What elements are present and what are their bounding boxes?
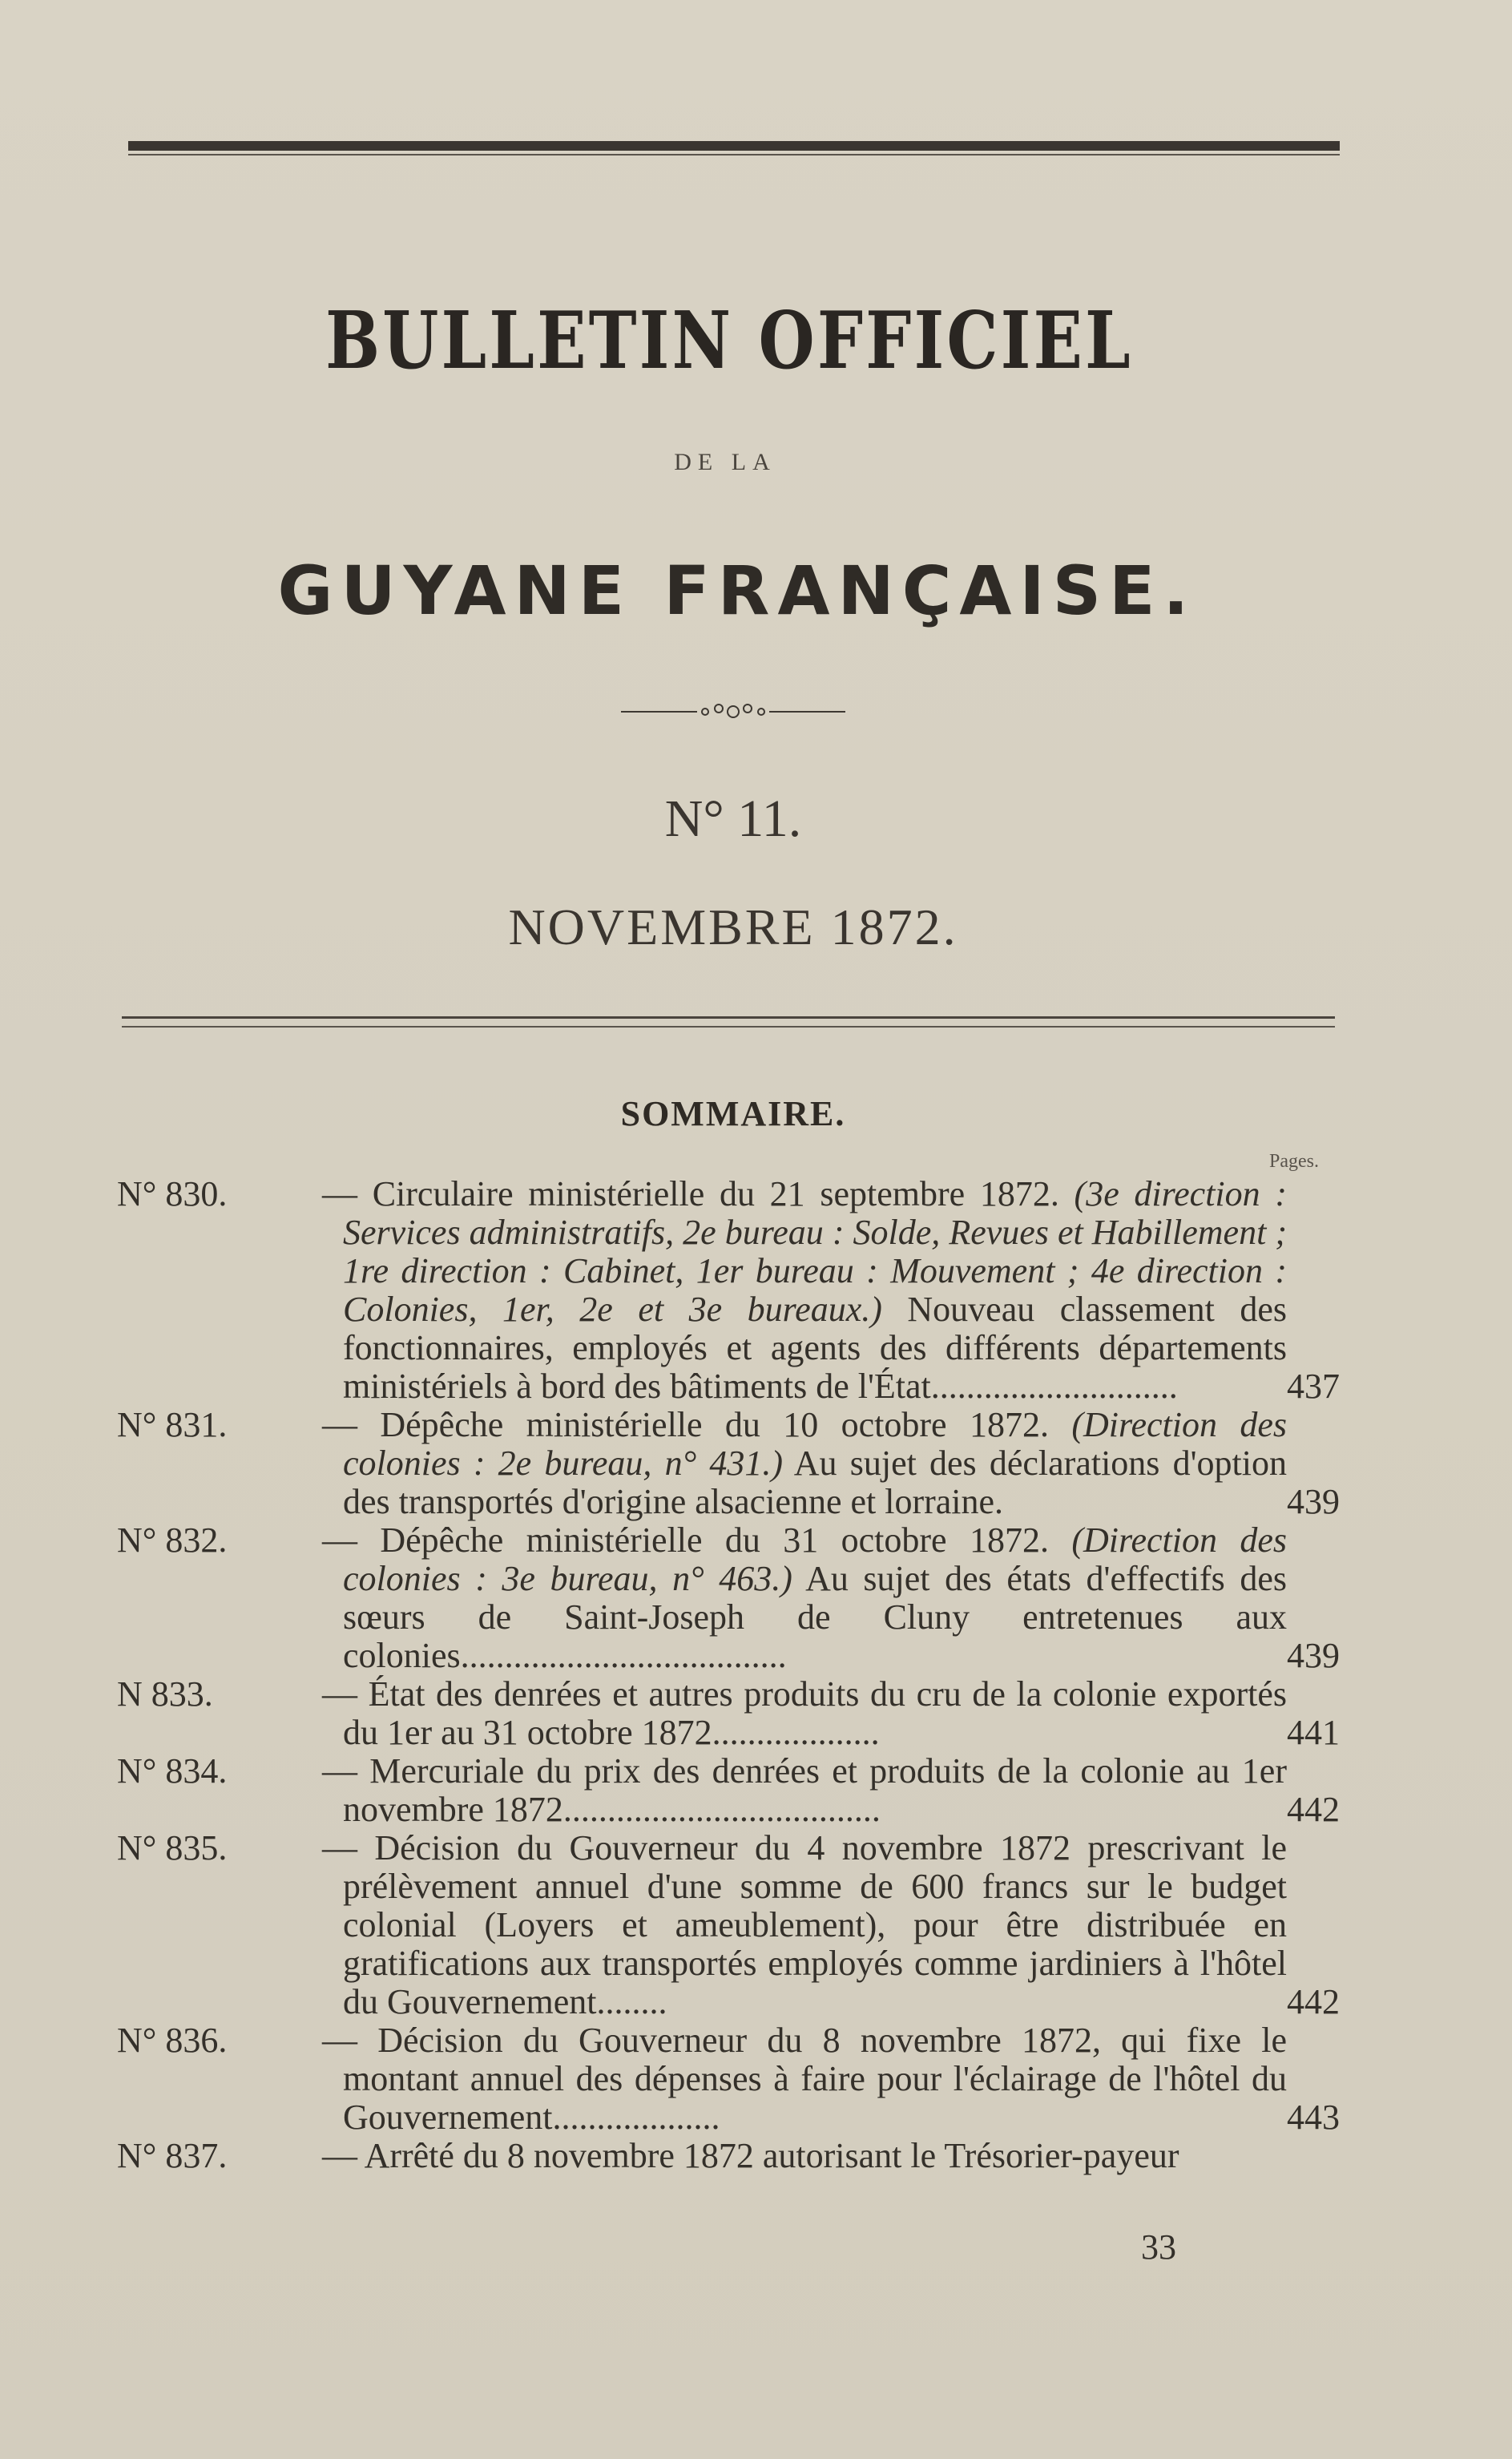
entry-text-rest: Au sujet des états d'effectifs des sœurs de Saint-Joseph de Cluny entretenues aux colonies..................................... — [343, 1559, 1287, 1675]
entry-reference: (Direction des colonies : 2e bureau, n° 431.) — [343, 1405, 1287, 1483]
bulletin-title: BULLETIN OFFICIEL — [325, 295, 1133, 387]
ornament-divider-icon — [621, 696, 845, 728]
entry-page: 437 — [1287, 1367, 1340, 1406]
toc-entry-837 — [117, 2137, 1351, 2175]
entry-text-rest: Au sujet des déclarations d'option des transportés d'origine alsacienne et lorraine. — [343, 1444, 1287, 1521]
entry-page: 442 — [1287, 1982, 1340, 2021]
toc-entry-834 — [117, 1752, 1351, 1829]
entry-page: 443 — [1287, 2098, 1340, 2137]
toc-list — [117, 1175, 1351, 2175]
middle-rule-thin — [122, 1026, 1335, 1028]
entry-page: 439 — [1287, 1482, 1340, 1521]
issue-number: N° 11. — [664, 789, 802, 848]
page-number: 33 — [1141, 2227, 1176, 2267]
entry-text: — Arrêté du 8 novembre 1872 autorisant le Trésorier-payeur — [322, 2136, 1179, 2175]
entry-number: N° 836. — [117, 2021, 228, 2060]
toc-entry-836 — [117, 2021, 1351, 2137]
entry-text: — Décision du Gouverneur du 8 novembre 1872, qui fixe le montant annuel des dépenses à faire pour l'éclairage de l'hôtel du Gouvernement................... — [322, 2021, 1287, 2137]
guyane-subtitle: GUYANE FRANÇAISE. — [277, 551, 1197, 630]
top-rule-thin — [128, 154, 1340, 155]
entry-text: — Mercuriale du prix des denrées et produits de la colonie au 1er novembre 1872.................................... — [322, 1751, 1287, 1829]
entry-number: N° 835. — [117, 1828, 228, 1867]
toc-entry-835 — [117, 1829, 1351, 2021]
entry-page: 441 — [1287, 1713, 1340, 1752]
entry-text-rest: Nouveau classement des fonctionnaires, employés et agents des différents départements ministériels à bord des bâtiments de l'État............................ — [343, 1290, 1287, 1406]
top-rule — [128, 141, 1340, 151]
entry-number: N° 837. — [117, 2136, 228, 2175]
entry-number: N° 830. — [117, 1174, 228, 1213]
issue-date: NOVEMBRE 1872. — [508, 898, 958, 955]
toc-entry-832 — [117, 1521, 1351, 1675]
sommaire-heading: SOMMAIRE. — [620, 1094, 846, 1133]
entry-number: N° 832. — [117, 1520, 228, 1560]
toc-entry-831 — [117, 1406, 1351, 1521]
entry-text: — Décision du Gouverneur du 4 novembre 1872 prescrivant le prélèvement annuel d'une somme de 600 francs sur le budget colonial (Loyers et ameublement), pour être distribuée en gratifications aux transportés employés comme jardiniers à l'hôtel du Gouvernement........ — [322, 1828, 1287, 2021]
entry-number: N° 831. — [117, 1405, 228, 1444]
entry-text: — Dépêche ministérielle du 31 octobre 1872. — [322, 1520, 1072, 1560]
entry-text: — Dépêche ministérielle du 10 octobre 1872. — [322, 1405, 1072, 1444]
middle-rule — [122, 1016, 1335, 1019]
entry-reference: (Direction des colonies : 3e bureau, n° 463.) — [343, 1520, 1287, 1598]
entry-page: 442 — [1287, 1790, 1340, 1829]
entry-page: 439 — [1287, 1636, 1340, 1675]
toc-entry-833 — [117, 1675, 1351, 1752]
entry-number: N° 834. — [117, 1751, 228, 1791]
toc-entry-830 — [117, 1175, 1351, 1406]
entry-text: — État des denrées et autres produits du cru de la colonie exportés du 1er au 31 octobre 1872................... — [322, 1674, 1287, 1752]
entry-text: — Circulaire ministérielle du 21 septembre 1872. — [322, 1174, 1075, 1213]
entry-number: N 833. — [117, 1674, 213, 1714]
de-la-line: DE LA — [674, 449, 776, 475]
entry-reference: (3e direction : Services administratifs, 2e bureau : Solde, Revues et Habillement ; 1re direction : Cabinet, 1er bureau : Mouvement ; 4e direction : Colonies, 1er, 2e et 3e bureaux.) — [343, 1174, 1287, 1329]
pages-column-label: Pages. — [1269, 1151, 1319, 1172]
